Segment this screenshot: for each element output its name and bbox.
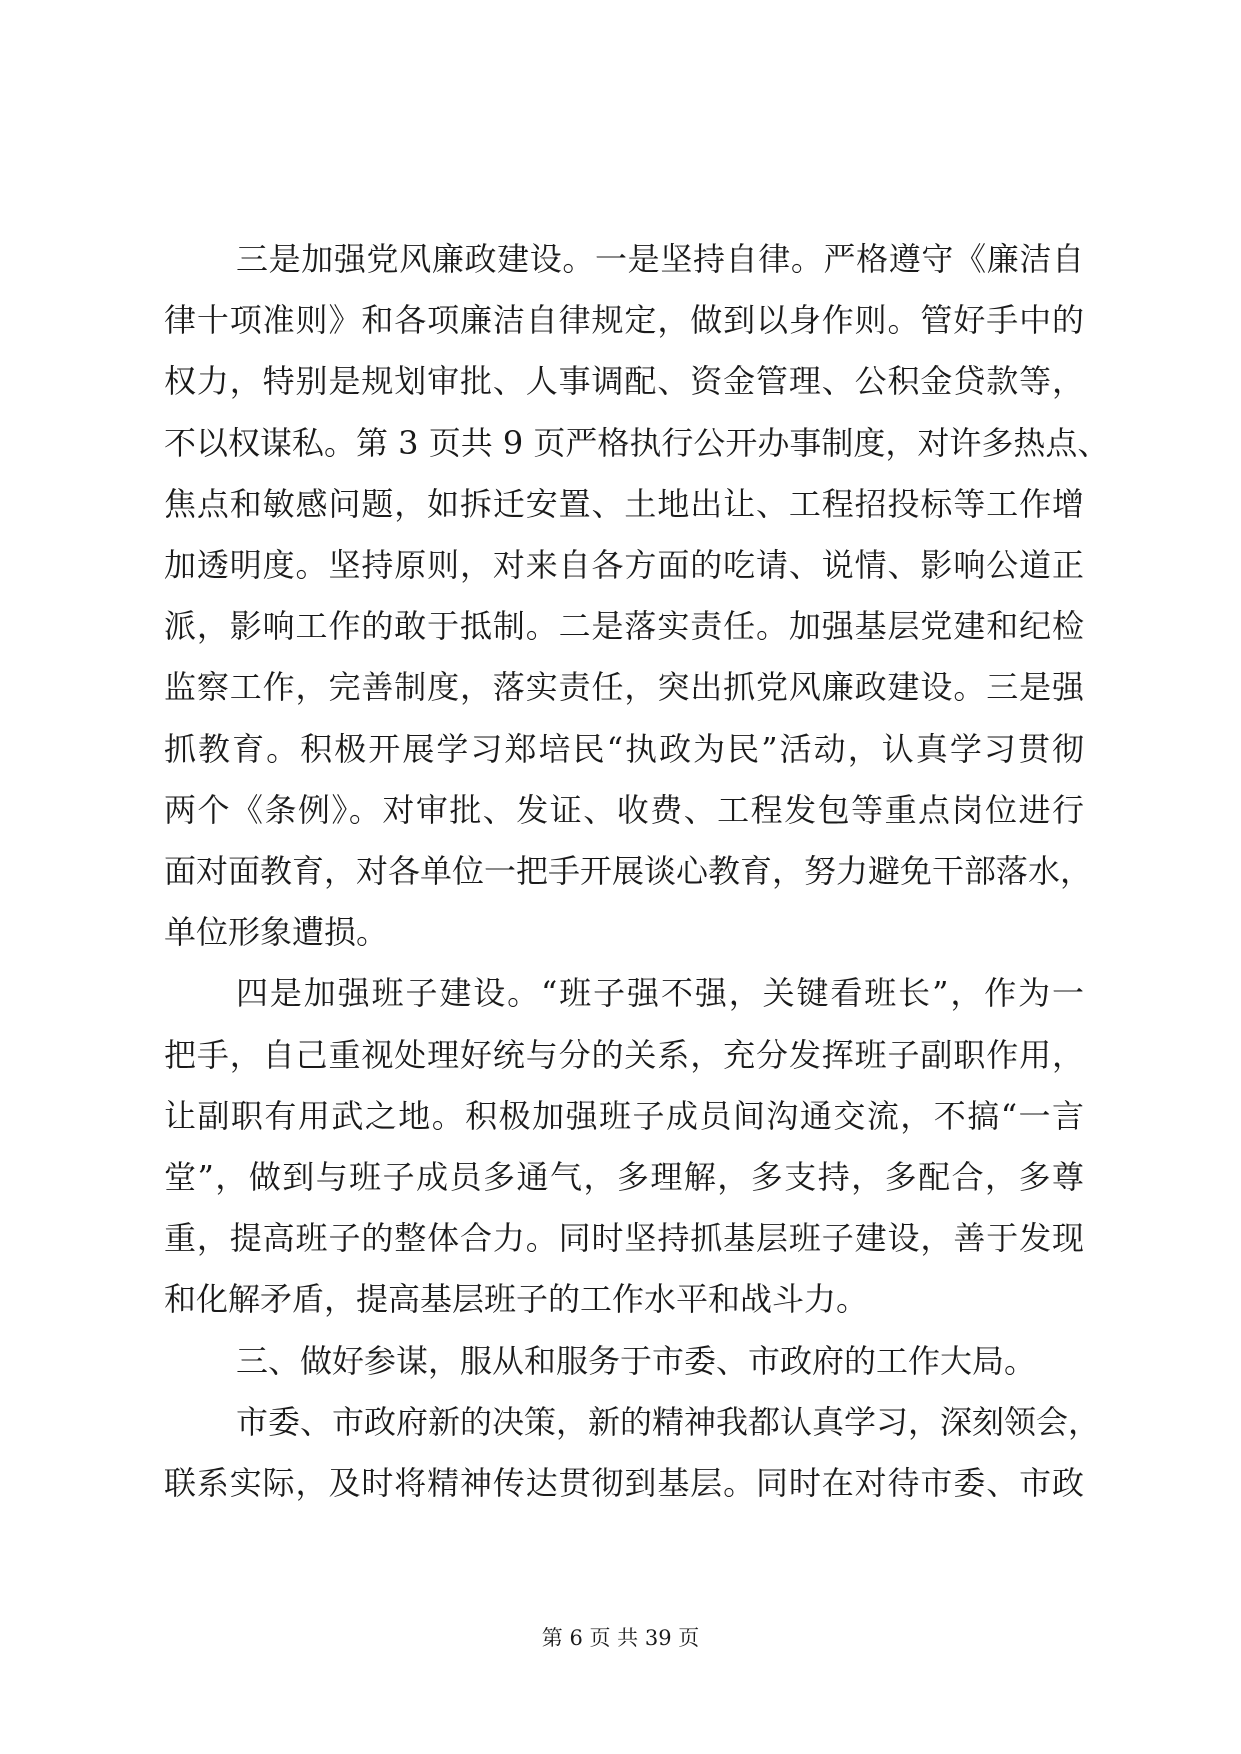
text-line: 让副职有用武之地。积极加强班子成员间沟通交流，不搞“一言 xyxy=(164,1096,1084,1135)
text-line: 市委、市政府新的决策，新的精神我都认真学习，深刻领会， xyxy=(236,1402,1101,1441)
text-line: 单位形象遭损。 xyxy=(164,913,389,952)
text-line: 加透明度。坚持原则，对来自各方面的吃请、说情、影响公道正 xyxy=(164,546,1084,585)
text-line: 权力，特别是规划审批、人事调配、资金管理、公积金贷款等， xyxy=(164,362,1084,401)
paragraph-1 xyxy=(164,229,1110,963)
text-line: 把手，自己重视处理好统与分的关系，充分发挥班子副职作用， xyxy=(164,1035,1084,1074)
text-line: 三是加强党风廉政建设。一是坚持自律。严格遵守《廉洁自 xyxy=(236,240,1084,278)
text-line: 不以权谋私。第 3 页共 9 页严格执行公开办事制度，对许多热点、 xyxy=(164,423,1110,462)
text-line: 派，影响工作的敢于抵制。二是落实责任。加强基层党建和纪检 xyxy=(164,607,1084,646)
text-line: 重，提高班子的整体合力。同时坚持抓基层班子建设，善于发现 xyxy=(164,1219,1084,1258)
text-line: 面对面教育，对各单位一把手开展谈心教育，努力避免干部落水， xyxy=(164,852,1093,891)
paragraph-4 xyxy=(164,1392,1101,1514)
text-line: 三、做好参谋，服从和服务于市委、市政府的工作大局。 xyxy=(236,1341,1037,1380)
document-body xyxy=(164,229,1110,1514)
text-line: 两个《条例》。对审批、发证、收费、工程发包等重点岗位进行 xyxy=(164,790,1084,829)
page-footer: 第 6 页 共 39 页 xyxy=(541,1626,700,1650)
paragraph-2 xyxy=(164,963,1084,1330)
text-line: 监察工作，完善制度，落实责任，突出抓党风廉政建设。三是强 xyxy=(164,668,1084,707)
text-line: 堂”，做到与班子成员多通气，多理解，多支持，多配合，多尊 xyxy=(164,1158,1084,1197)
text-line: 四是加强班子建设。“班子强不强，关键看班长”，作为一 xyxy=(236,974,1084,1013)
text-line: 律十项准则》和各项廉洁自律规定，做到以身作则。管好手中的 xyxy=(164,301,1084,340)
section-heading xyxy=(164,1331,1084,1392)
text-line: 抓教育。积极开展学习郑培民“执政为民”活动，认真学习贯彻 xyxy=(164,729,1084,768)
text-line: 和化解矛盾，提高基层班子的工作水平和战斗力。 xyxy=(164,1280,869,1319)
text-line: 联系实际，及时将精神传达贯彻到基层。同时在对待市委、市政 xyxy=(164,1464,1084,1503)
text-line: 焦点和敏感问题，如拆迁安置、土地出让、工程招投标等工作增 xyxy=(164,484,1084,523)
